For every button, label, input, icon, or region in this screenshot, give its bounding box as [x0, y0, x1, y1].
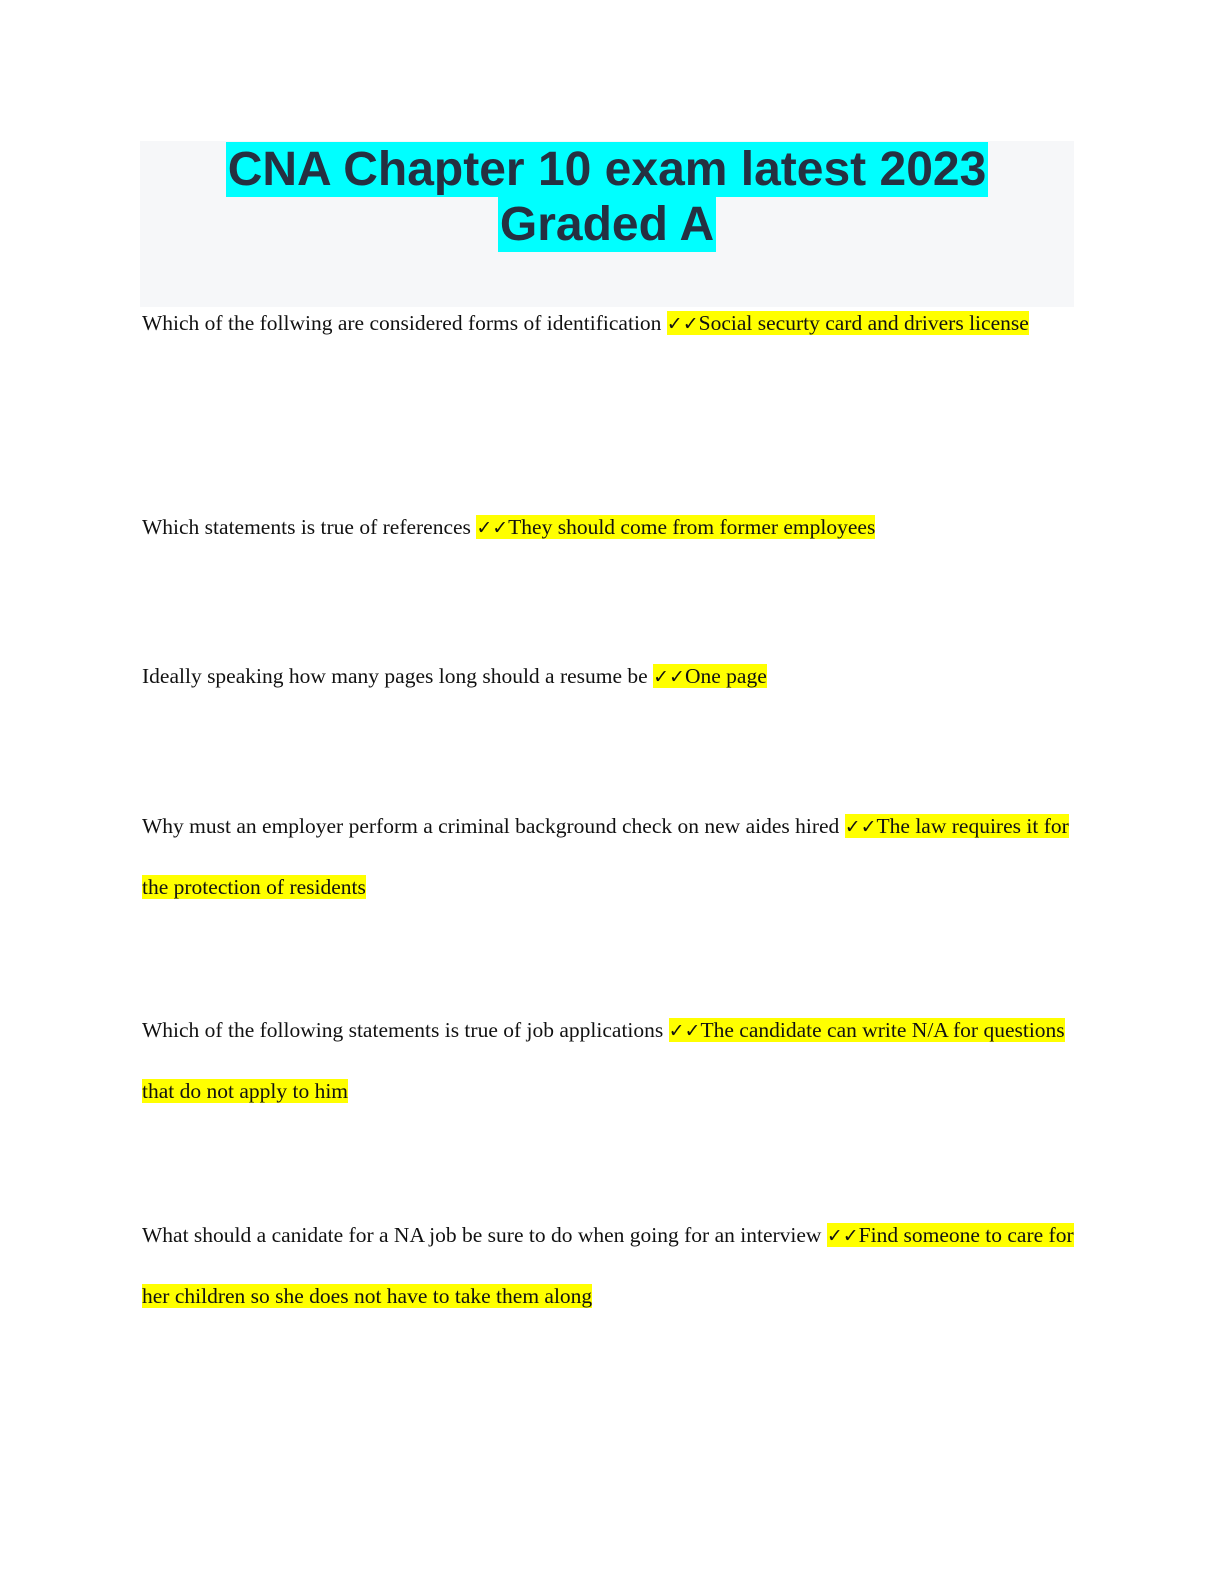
question-text: What should a canidate for a NA job be sure to do when going for an interview [142, 1223, 827, 1247]
document-title-line-1: CNA Chapter 10 exam latest 2023 [227, 143, 987, 196]
qa-item-6 [142, 1206, 1082, 1326]
question-text: Ideally speaking how many pages long should a resume be [142, 664, 654, 688]
double-check-icon: ✓✓ [668, 1020, 701, 1042]
title-block [140, 141, 1074, 307]
document-title-line-2: Graded A [499, 198, 715, 251]
double-check-icon: ✓✓ [653, 666, 685, 688]
answer-text: They should come from former employees [508, 515, 876, 539]
answer-text: Find someone to care for her children so she does not have to take them along [142, 1223, 1074, 1308]
answer-text: The law requires it for the protection of residents [142, 814, 1069, 899]
qa-item-2 [142, 498, 1082, 559]
double-check-icon: ✓✓ [476, 517, 509, 539]
question-text: Which statements is true of references [142, 515, 477, 539]
double-check-icon: ✓✓ [844, 816, 877, 838]
qa-item-4 [142, 797, 1082, 917]
answer-text: Social securty card and drivers license [698, 311, 1029, 335]
question-text: Why must an employer perform a criminal background check on new aides hired [142, 814, 845, 838]
qa-item-1 [142, 294, 1082, 355]
answer-text: One page [684, 664, 767, 688]
double-check-icon: ✓✓ [826, 1225, 859, 1247]
double-check-icon: ✓✓ [666, 313, 699, 335]
answer-highlight [653, 664, 767, 688]
qa-item-5 [142, 1001, 1082, 1121]
qa-item-3 [142, 647, 1082, 708]
answer-highlight [476, 515, 875, 539]
question-text: Which of the following statements is true of job applications [142, 1018, 669, 1042]
answer-highlight [667, 311, 1029, 335]
answer-text: The candidate can write N/A for questions that do not apply to him [142, 1018, 1065, 1103]
question-text: Which of the follwing are considered forms of identification [142, 311, 667, 335]
